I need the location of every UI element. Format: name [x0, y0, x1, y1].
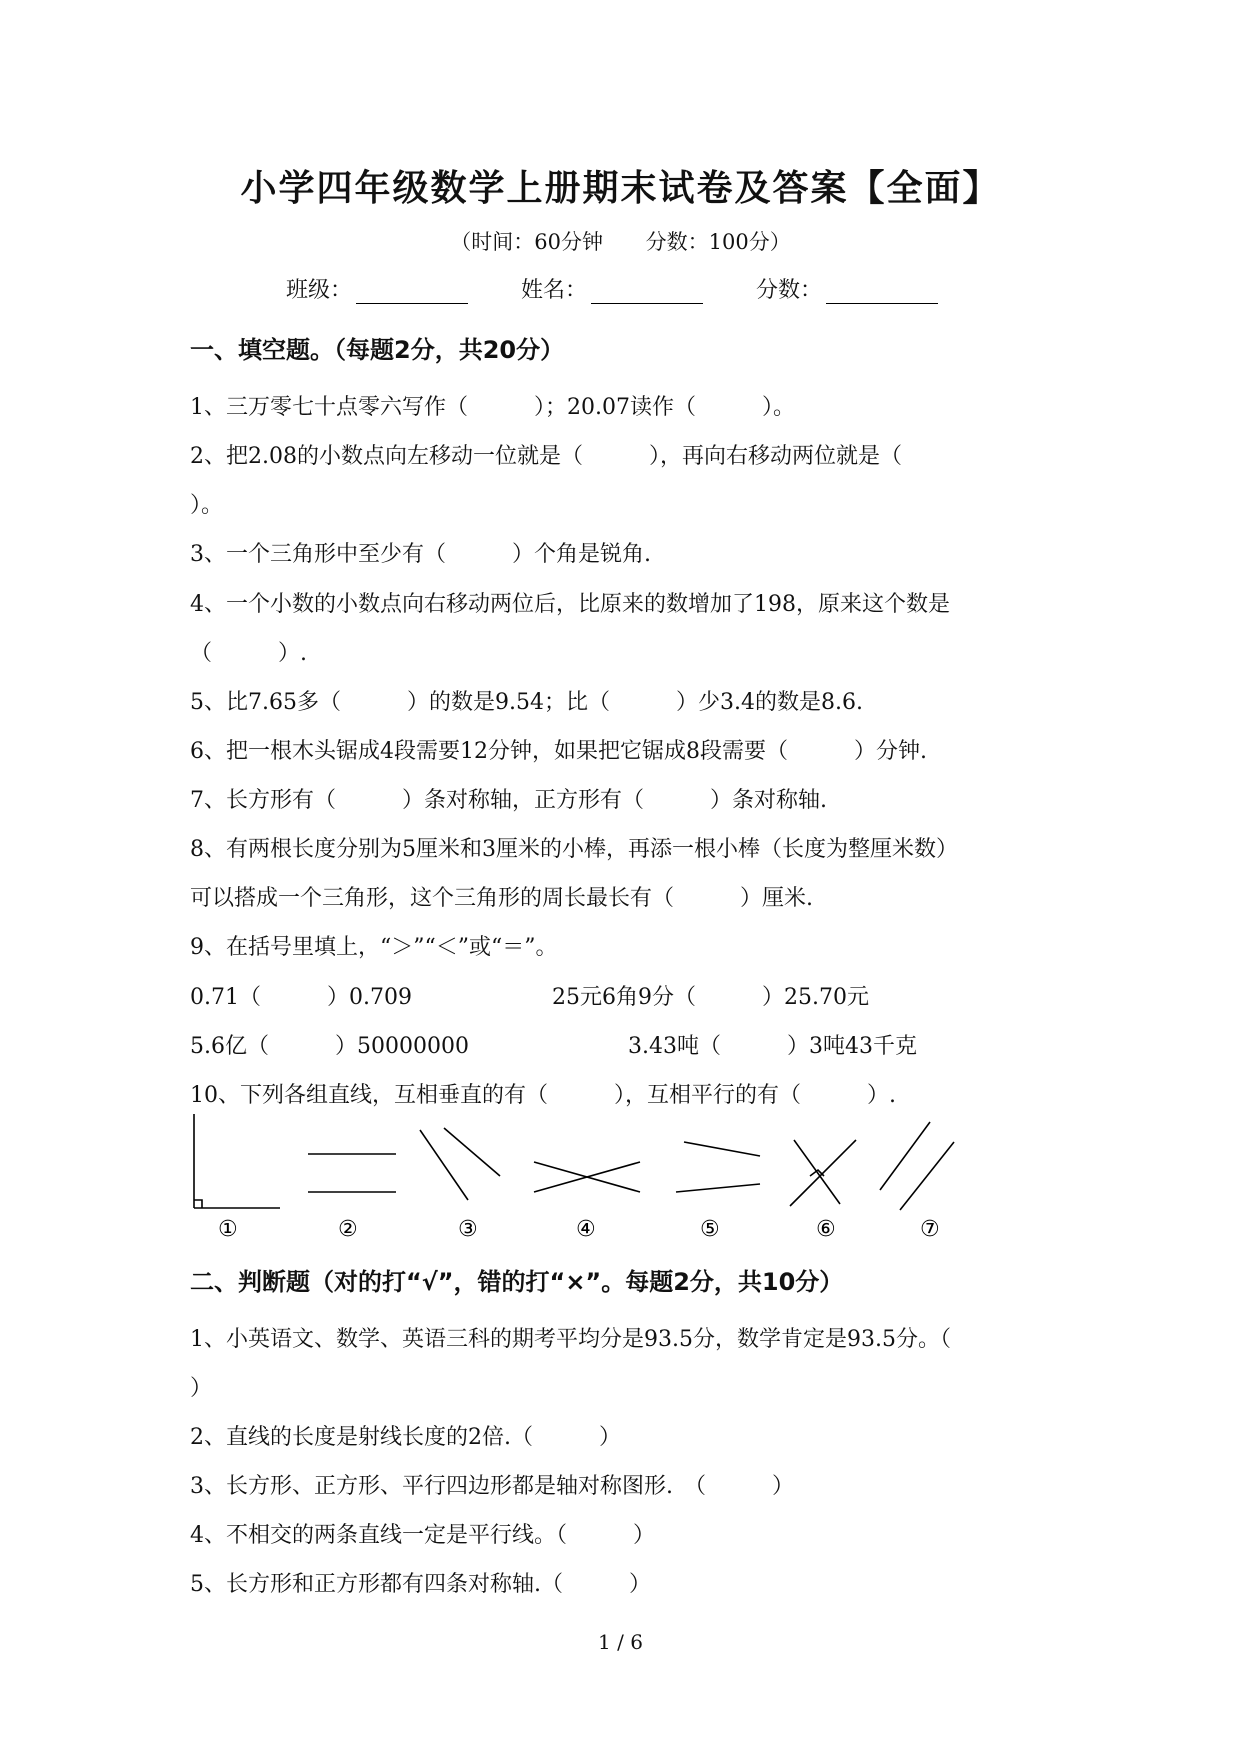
question-line: ） [190, 1376, 213, 1401]
question-line: 10、下列各组直线，互相垂直的有（ ），互相平行的有（ ）. [190, 1083, 896, 1108]
name-blank[interactable] [591, 281, 703, 304]
fig-label: ⑥ [816, 1217, 836, 1242]
page-title: 小学四年级数学上册期末试卷及答案【全面】 [240, 168, 1001, 209]
score-label: 分数： [756, 278, 823, 303]
question-line: ）。 [190, 493, 224, 518]
section-2-title: 二、判断题（对的打“√”，错的打“×”。每题2分，共10分） [190, 1268, 844, 1296]
lines-diagram [190, 1112, 970, 1242]
question-line: 2、把2.08的小数点向左移动一位就是（ ），再向右移动两位就是（ [190, 444, 902, 469]
fig3-line-a [420, 1130, 468, 1200]
class-blank[interactable] [356, 281, 468, 304]
score-field [756, 273, 938, 304]
question-line: 8、有两根长度分别为5厘米和3厘米的小棒，再添一根小棒（长度为整厘米数） [190, 837, 958, 862]
fig6-line-b [790, 1140, 856, 1206]
compare-item: 0.71（ ）0.709 [190, 985, 412, 1010]
question-line: 4、一个小数的小数点向右移动两位后，比原来的数增加了198，原来这个数是 [190, 592, 950, 617]
question-line: 7、长方形有（ ）条对称轴，正方形有（ ）条对称轴. [190, 788, 827, 813]
question-line: 1、小英语文、数学、英语三科的期考平均分是93.5分，数学肯定是93.5分。（ [190, 1327, 951, 1352]
question-line: 2、直线的长度是射线长度的2倍.（ ） [190, 1425, 621, 1450]
fig-label: ③ [458, 1217, 478, 1242]
question-line: 9、在括号里填上，“＞”“＜”或“＝”。 [190, 935, 558, 960]
question-line: 3、长方形、正方形、平行四边形都是轴对称图形. （ ） [190, 1474, 794, 1499]
right-angle-mark [194, 1200, 202, 1208]
question-line: 4、不相交的两条直线一定是平行线。（ ） [190, 1523, 655, 1548]
section-1-title: 一、填空题。（每题2分，共20分） [190, 336, 565, 364]
question-line: （ ）. [190, 641, 307, 666]
fig-label: ② [338, 1217, 358, 1242]
fig5-line-b [676, 1184, 760, 1192]
fig-label: ⑤ [700, 1217, 720, 1242]
total-score: 分数：100分） [645, 230, 791, 254]
compare-item: 25元6角9分（ ）25.70元 [552, 985, 869, 1010]
time-limit: （时间：60分钟 [450, 230, 603, 254]
fig5-line-a [684, 1142, 760, 1156]
compare-item: 3.43吨（ ）3吨43千克 [628, 1034, 917, 1059]
question-line: 5、比7.65多（ ）的数是9.54；比（ ）少3.4的数是8.6. [190, 690, 863, 715]
student-info-row [286, 273, 984, 304]
score-blank[interactable] [826, 281, 938, 304]
question-line: 1、三万零七十点零六写作（ ）；20.07读作（ ）。 [190, 395, 795, 420]
name-label: 姓名： [521, 278, 588, 303]
fig7-line-a [880, 1122, 930, 1190]
compare-item: 5.6亿（ ）50000000 [190, 1034, 469, 1059]
question-line: 6、把一根木头锯成4段需要12分钟，如果把它锯成8段需要（ ）分钟. [190, 739, 927, 764]
question-line: 可以搭成一个三角形，这个三角形的周长最长有（ ）厘米. [190, 886, 813, 911]
question-line: 3、一个三角形中至少有（ ）个角是锐角. [190, 542, 651, 567]
fig-label: ④ [576, 1217, 596, 1242]
fig-label: ⑦ [920, 1217, 940, 1242]
class-label: 班级： [286, 278, 353, 303]
question-line: 5、长方形和正方形都有四条对称轴.（ ） [190, 1572, 651, 1597]
fig-label: ① [218, 1217, 238, 1242]
class-field [286, 273, 468, 304]
name-field [521, 273, 703, 304]
lines-figure [190, 1112, 970, 1246]
exam-subtitle [0, 226, 1241, 256]
page-number: 1 / 6 [598, 1630, 643, 1654]
fig3-line-b [444, 1128, 500, 1176]
